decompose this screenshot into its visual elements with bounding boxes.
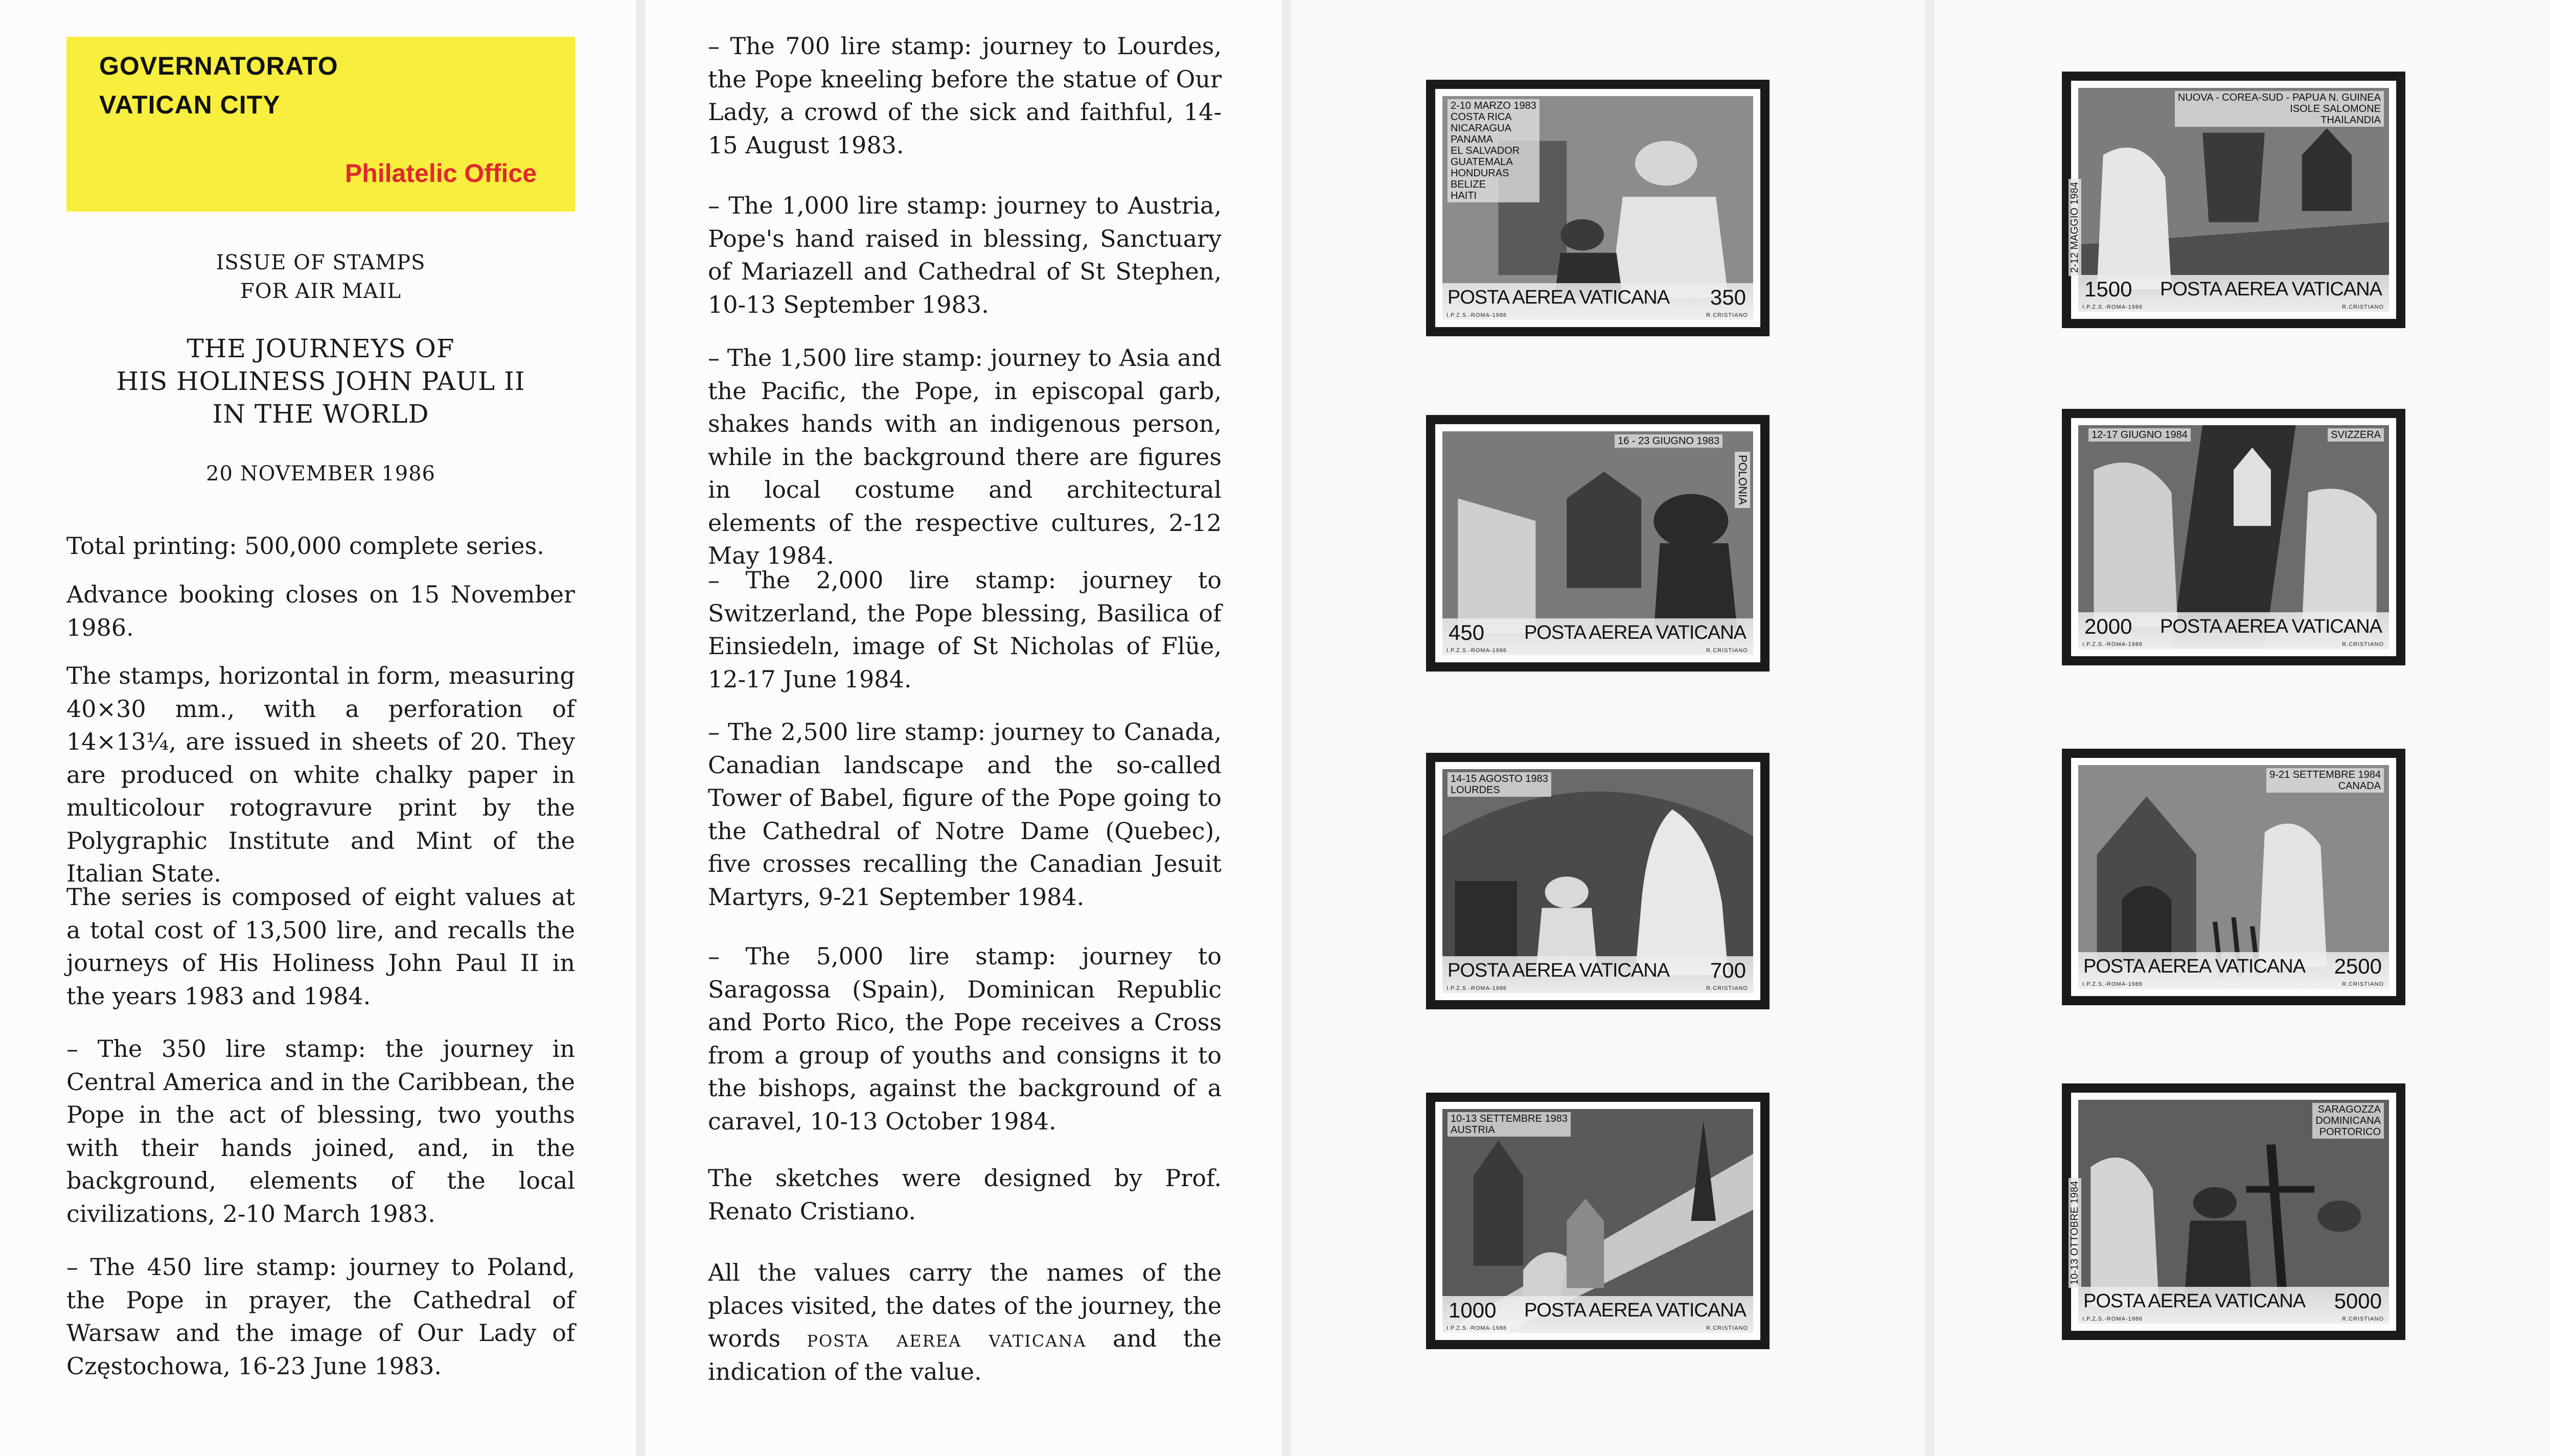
- stamp-artist: R.CRISTIANO: [1706, 1325, 1748, 1331]
- para-series: The series is composed of eight values at a total cost of 13,500 lire, and recalls the journeys of His Holiness John Paul II in the years 1983 and 1984.: [66, 883, 575, 1010]
- stamp-2000: [2062, 409, 2405, 665]
- stamp-places: 2-10 MARZO 1983 COSTA RICA NICARAGUA PANAMA EL SALVADOR GUATEMALA HONDURAS BELIZE HAITI: [1448, 99, 1540, 202]
- stamp-1000: [1426, 1093, 1770, 1349]
- para-700: – The 700 lire stamp: journey to Lourdes, the Pope kneeling before the statue of Our Lady, a crowd of the sick and faithful, 14-15 August 1983.: [708, 32, 1222, 159]
- stamp-dates: 10-13 OTTOBRE 1984: [2069, 1178, 2081, 1288]
- stamp-places: 10-13 SETTEMBRE 1983 AUSTRIA: [1448, 1112, 1571, 1137]
- values-text-smallcaps: posta aerea vaticana: [807, 1325, 1087, 1352]
- para-format: The stamps, horizontal in form, measuring 40×30 mm., with a perforation of 14×13¼, are issued in sheets of 20. They are produced on white chalky paper in multicolour rotogravure print by the Polygraphic Institute and Mint of the Italian State.: [66, 662, 575, 887]
- stamp-country: SVIZZERA: [2328, 428, 2384, 442]
- stamp-places: SARAGOZZA DOMINICANA PORTORICO: [2312, 1103, 2384, 1139]
- stamp-value: 2500: [2334, 954, 2382, 978]
- title-line: IN THE WORLD: [212, 399, 429, 429]
- para-sketches: The sketches were designed by Prof. Renato Cristiano.: [708, 1164, 1222, 1225]
- stamp-caption: POSTA AEREA VATICANA: [1524, 1300, 1746, 1321]
- values-text-pre: All the values carry the names of the places visited, the dates of the journey, the words: [708, 1259, 1222, 1352]
- para-1000: – The 1,000 lire stamp: journey to Austria, Pope's hand raised in blessing, Sanctuary of Mariazell and Cathedral of St Stephen, 10-13 September 1983.: [708, 192, 1222, 318]
- issue-heading: [66, 248, 575, 306]
- para-1500: – The 1,500 lire stamp: journey to Asia and the Pacific, the Pope, in episcopal garb, shakes hands with an indigenous person, while in the background there are figures in local costume and architectural elements of the respective cultures, 2-12 May 1984.: [708, 344, 1222, 569]
- stamp-imprint: I.P.Z.S.-ROMA-1986: [1446, 1325, 1507, 1331]
- stamp-places: 9-21 SETTEMBRE 1984 CANADA: [2266, 768, 2384, 793]
- stamp-places: 14-15 AGOSTO 1983 LOURDES: [1448, 772, 1551, 797]
- stamp-700: [1426, 753, 1770, 1009]
- values-text-post: and the indication of the value.: [708, 1325, 1222, 1385]
- para-2500: – The 2,500 lire stamp: journey to Canada, Canadian landscape and the so-called Tower of Babel, figure of the Pope going to the Cathedral of Notre Dame (Quebec), five crosses recalling the Canadian Jesuit Martyrs, 9-21 September 1984.: [708, 718, 1222, 911]
- stamp-imprint: I.P.Z.S.-ROMA-1986: [1446, 648, 1507, 654]
- stamp-imprint: I.P.Z.S.-ROMA-1986: [2082, 981, 2143, 987]
- stamp-value: 450: [1449, 620, 1485, 644]
- stamp-artist: R.CRISTIANO: [2342, 304, 2384, 310]
- fold-gutter: [1282, 0, 1291, 1456]
- stamp-value: 350: [1710, 285, 1746, 309]
- stamp-value: 2000: [2084, 614, 2132, 638]
- stamp-imprint: I.P.Z.S.-ROMA-1986: [1446, 312, 1507, 318]
- stamp-places: NUOVA - COREA-SUD - PAPUA N. GUINEA ISOLE SALOMONE THAILANDIA: [2175, 91, 2384, 127]
- stamp-artist: R.CRISTIANO: [1706, 985, 1748, 991]
- issue-date: 20 NOVEMBER 1986: [206, 462, 435, 486]
- para-450: – The 450 lire stamp: journey to Poland, the Pope in prayer, the Cathedral of Warsaw and the image of Our Lady of Częstochowa, 16-23 June 1983.: [66, 1253, 575, 1380]
- stamp-caption: POSTA AEREA VATICANA: [2083, 1290, 2306, 1312]
- stamp-places: 12-17 GIUGNO 1984: [2088, 428, 2191, 442]
- issue-line-1: ISSUE OF STAMPS: [216, 251, 426, 274]
- stamp-350: [1426, 80, 1770, 336]
- stamp-2500: [2062, 749, 2405, 1005]
- issue-date-block: [66, 462, 575, 486]
- stamp-imprint: I.P.Z.S.-ROMA-1986: [2082, 1316, 2143, 1322]
- stamp-caption: POSTA AEREA VATICANA: [2160, 616, 2382, 637]
- stamp-imprint: I.P.Z.S.-ROMA-1986: [2082, 304, 2143, 310]
- header-box: [66, 37, 575, 212]
- stamp-artist: R.CRISTIANO: [1706, 648, 1748, 654]
- stamp-country: POLONIA: [1735, 452, 1750, 508]
- issue-title: [66, 332, 575, 430]
- stamp-value: 5000: [2334, 1289, 2382, 1313]
- para-5000: – The 5,000 lire stamp: journey to Saragossa (Spain), Dominican Republic and Porto Rico, the Pope receives a Cross from a group of youths and consigns it to the bishops, against the background of a caravel, 10-13 October 1984.: [708, 942, 1222, 1135]
- title-line: THE JOURNEYS OF: [187, 334, 455, 363]
- para-2000: – The 2,000 lire stamp: journey to Switzerland, the Pope blessing, Basilica of Einsiedeln, image of St Nicholas of Flüe, 12-17 June 1984.: [708, 566, 1222, 693]
- stamp-places: 16 - 23 GIUGNO 1983: [1615, 434, 1722, 448]
- stamp-imprint: I.P.Z.S.-ROMA-1986: [2082, 641, 2143, 648]
- stamp-caption: POSTA AEREA VATICANA: [2160, 279, 2382, 300]
- stamp-value: 700: [1710, 958, 1746, 982]
- philatelic-office: Philatelic Office: [344, 159, 537, 188]
- para-printing: Total printing: 500,000 complete series.: [66, 532, 544, 560]
- stamp-caption: POSTA AEREA VATICANA: [1448, 960, 1670, 981]
- stamp-5000: [2062, 1083, 2405, 1340]
- para-booking: Advance booking closes on 15 November 1986.: [66, 581, 575, 641]
- stamp-caption: POSTA AEREA VATICANA: [2083, 956, 2306, 977]
- header-line-1: GOVERNATORATO: [99, 52, 338, 80]
- stamp-value: 1000: [1449, 1298, 1497, 1322]
- para-350: – The 350 lire stamp: the journey in Central America and in the Caribbean, the Pope in the act of blessing, two youths with their hands joined, and, in the background, elements of the local civilizations, 2-10 March 1983.: [66, 1035, 575, 1228]
- stamp-1500: [2062, 72, 2405, 328]
- para-values: [708, 1256, 1222, 1388]
- fold-gutter: [636, 0, 646, 1456]
- stamp-caption: POSTA AEREA VATICANA: [1524, 622, 1746, 643]
- stamp-artist: R.CRISTIANO: [2342, 981, 2384, 987]
- stamp-value: 1500: [2084, 277, 2132, 301]
- header-line-2: VATICAN CITY: [99, 90, 281, 119]
- stamp-caption: POSTA AEREA VATICANA: [1448, 287, 1670, 308]
- issue-line-2: FOR AIR MAIL: [240, 280, 402, 303]
- fold-gutter: [1925, 0, 1934, 1456]
- stamp-450: [1426, 415, 1770, 672]
- stamp-artist: R.CRISTIANO: [2342, 641, 2384, 648]
- stamp-artist: R.CRISTIANO: [1706, 312, 1748, 318]
- title-line: HIS HOLINESS JOHN PAUL II: [116, 366, 525, 396]
- stamp-imprint: I.P.Z.S.-ROMA-1986: [1446, 985, 1507, 991]
- stamp-dates: 2-12 MAGGIO 1984: [2069, 179, 2081, 276]
- stamp-artist: R.CRISTIANO: [2342, 1316, 2384, 1322]
